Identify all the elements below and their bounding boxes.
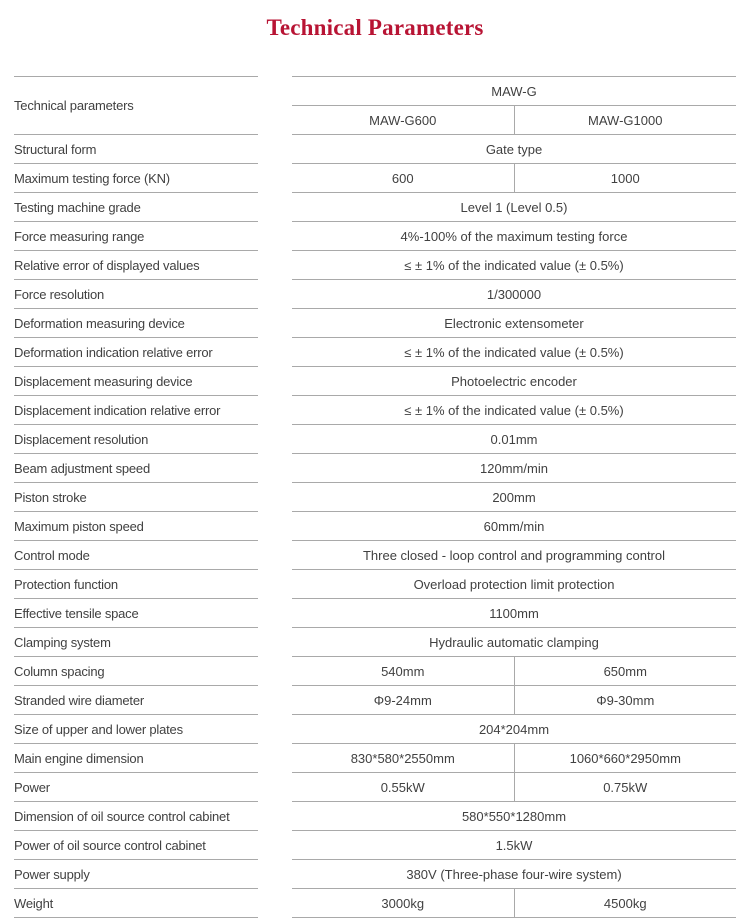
header-model-maw-g600: MAW-G600 — [292, 106, 514, 135]
table-row — [14, 512, 736, 541]
parameter-value-both-models: Electronic extensometer — [292, 309, 736, 338]
table-body — [14, 135, 736, 918]
parameter-label: Power of oil source control cabinet — [14, 831, 258, 860]
parameter-value-maw-g1000: Φ9-30mm — [514, 686, 736, 715]
parameter-label: Main engine dimension — [14, 744, 258, 773]
table-row — [14, 338, 736, 367]
column-gap — [258, 599, 292, 628]
parameter-value-maw-g600: Φ9-24mm — [292, 686, 514, 715]
table-row — [14, 657, 736, 686]
table-row — [14, 599, 736, 628]
page-title: Technical Parameters — [266, 15, 484, 40]
parameter-value-both-models: 1/300000 — [292, 280, 736, 309]
column-gap — [258, 338, 292, 367]
column-gap — [258, 773, 292, 802]
parameter-value-both-models: Gate type — [292, 135, 736, 164]
table-row — [14, 860, 736, 889]
column-gap — [258, 744, 292, 773]
parameter-label: Weight — [14, 889, 258, 918]
table-row — [14, 889, 736, 918]
table-row — [14, 193, 736, 222]
table-header — [14, 77, 736, 135]
column-gap — [258, 77, 292, 135]
parameter-value-maw-g600: 540mm — [292, 657, 514, 686]
parameter-value-maw-g1000: 4500kg — [514, 889, 736, 918]
column-gap — [258, 483, 292, 512]
table-row — [14, 309, 736, 338]
column-gap — [258, 425, 292, 454]
parameter-label: Deformation indication relative error — [14, 338, 258, 367]
parameter-value-both-models: 580*550*1280mm — [292, 802, 736, 831]
column-gap — [258, 889, 292, 918]
column-gap — [258, 222, 292, 251]
column-gap — [258, 628, 292, 657]
parameter-value-maw-g1000: 1060*660*2950mm — [514, 744, 736, 773]
column-gap — [258, 164, 292, 193]
parameter-value-both-models: Three closed - loop control and programming control — [292, 541, 736, 570]
parameter-value-both-models: ≤ ± 1% of the indicated value (± 0.5%) — [292, 396, 736, 425]
parameter-value-both-models: 204*204mm — [292, 715, 736, 744]
column-gap — [258, 135, 292, 164]
column-gap — [258, 251, 292, 280]
table-row — [14, 396, 736, 425]
table-row — [14, 164, 736, 193]
table-row — [14, 802, 736, 831]
parameter-value-both-models: 0.01mm — [292, 425, 736, 454]
column-gap — [258, 396, 292, 425]
parameter-value-maw-g600: 830*580*2550mm — [292, 744, 514, 773]
table-row — [14, 715, 736, 744]
table-row — [14, 367, 736, 396]
table-row — [14, 222, 736, 251]
parameter-label: Deformation measuring device — [14, 309, 258, 338]
parameter-label: Effective tensile space — [14, 599, 258, 628]
table-row — [14, 541, 736, 570]
header-left-label: Technical parameters — [14, 77, 258, 135]
table-row — [14, 773, 736, 802]
table-row — [14, 251, 736, 280]
parameter-label: Size of upper and lower plates — [14, 715, 258, 744]
parameter-value-both-models: ≤ ± 1% of the indicated value (± 0.5%) — [292, 338, 736, 367]
column-gap — [258, 715, 292, 744]
parameter-value-maw-g1000: 650mm — [514, 657, 736, 686]
column-gap — [258, 657, 292, 686]
column-gap — [258, 512, 292, 541]
parameter-label: Testing machine grade — [14, 193, 258, 222]
parameter-value-both-models: Hydraulic automatic clamping — [292, 628, 736, 657]
parameter-value-both-models: Photoelectric encoder — [292, 367, 736, 396]
parameter-label: Maximum piston speed — [14, 512, 258, 541]
header-series-label: MAW-G — [292, 77, 736, 106]
parameter-label: Beam adjustment speed — [14, 454, 258, 483]
table-row — [14, 280, 736, 309]
column-gap — [258, 541, 292, 570]
header-model-maw-g1000: MAW-G1000 — [514, 106, 736, 135]
table-row — [14, 454, 736, 483]
parameter-value-maw-g1000: 0.75kW — [514, 773, 736, 802]
parameter-label: Force resolution — [14, 280, 258, 309]
parameter-label: Maximum testing force (KN) — [14, 164, 258, 193]
parameter-value-both-models: 1.5kW — [292, 831, 736, 860]
parameter-value-both-models: 200mm — [292, 483, 736, 512]
table-row — [14, 483, 736, 512]
table-row — [14, 135, 736, 164]
parameter-value-both-models: Level 1 (Level 0.5) — [292, 193, 736, 222]
table-row — [14, 628, 736, 657]
parameter-value-both-models: 1100mm — [292, 599, 736, 628]
parameter-label: Piston stroke — [14, 483, 258, 512]
parameter-value-maw-g1000: 1000 — [514, 164, 736, 193]
parameter-label: Displacement measuring device — [14, 367, 258, 396]
column-gap — [258, 193, 292, 222]
parameter-value-maw-g600: 0.55kW — [292, 773, 514, 802]
column-gap — [258, 309, 292, 338]
table-row — [14, 744, 736, 773]
parameter-label: Force measuring range — [14, 222, 258, 251]
column-gap — [258, 686, 292, 715]
parameter-label: Displacement resolution — [14, 425, 258, 454]
parameter-label: Relative error of displayed values — [14, 251, 258, 280]
parameter-label: Displacement indication relative error — [14, 396, 258, 425]
parameter-label: Structural form — [14, 135, 258, 164]
parameter-value-both-models: 380V (Three-phase four-wire system) — [292, 860, 736, 889]
parameter-value-both-models: 4%-100% of the maximum testing force — [292, 222, 736, 251]
table-row — [14, 570, 736, 599]
column-gap — [258, 367, 292, 396]
column-gap — [258, 570, 292, 599]
column-gap — [258, 831, 292, 860]
header-row-group — [14, 77, 736, 106]
parameter-label: Control mode — [14, 541, 258, 570]
parameter-label: Protection function — [14, 570, 258, 599]
parameter-label: Power supply — [14, 860, 258, 889]
parameter-value-both-models: ≤ ± 1% of the indicated value (± 0.5%) — [292, 251, 736, 280]
parameter-label: Power — [14, 773, 258, 802]
parameter-value-both-models: Overload protection limit protection — [292, 570, 736, 599]
parameter-label: Dimension of oil source control cabinet — [14, 802, 258, 831]
table-row — [14, 425, 736, 454]
column-gap — [258, 860, 292, 889]
table-row — [14, 831, 736, 860]
parameters-table — [14, 76, 736, 918]
parameter-value-both-models: 60mm/min — [292, 512, 736, 541]
parameter-value-both-models: 120mm/min — [292, 454, 736, 483]
parameter-label: Stranded wire diameter — [14, 686, 258, 715]
parameter-value-maw-g600: 600 — [292, 164, 514, 193]
table-row — [14, 686, 736, 715]
parameter-label: Clamping system — [14, 628, 258, 657]
parameter-label: Column spacing — [14, 657, 258, 686]
column-gap — [258, 802, 292, 831]
column-gap — [258, 454, 292, 483]
column-gap — [258, 280, 292, 309]
parameter-value-maw-g600: 3000kg — [292, 889, 514, 918]
